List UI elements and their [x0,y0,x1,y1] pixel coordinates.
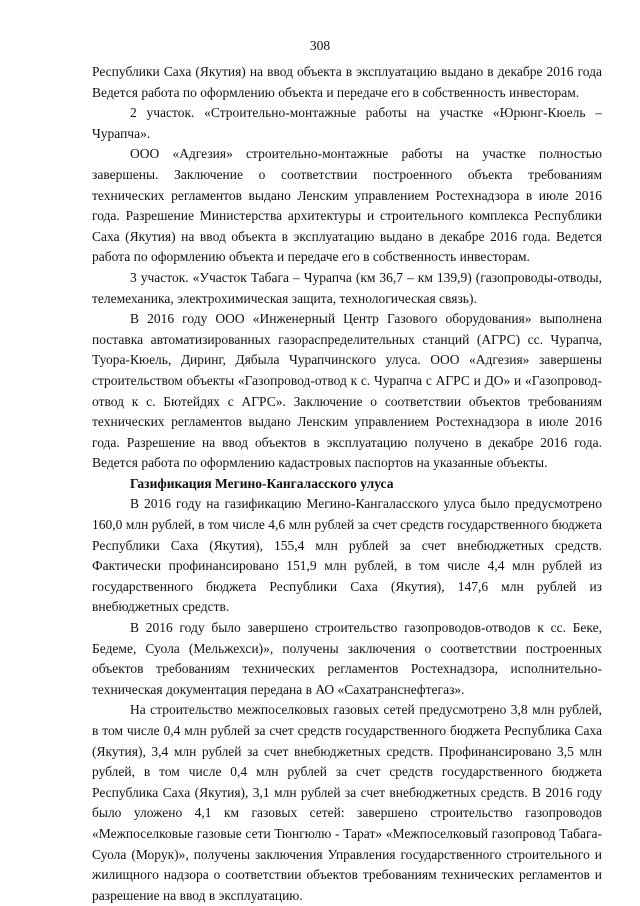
paragraph-funding-2016: В 2016 году на газификацию Мегино-Кангаласского улуса было предусмотрено 160,0 млн рублей, в том числе 4,6 млн рублей за счет средств государственного бюджета Республики Саха (Якутия), 155,4 млн рублей за счет внебюджетных средств. Фактически профинансировано 151,9 млн рублей, в том числе 4,4 млн рублей из государственного бюджета Республики Саха (Якутия), 147,6 млн рублей из внебюджетных средств. [92,496,602,615]
paragraph-gas-branches-completed: В 2016 году было завершено строительство газопроводов-отводов к сс. Беке, Бедеме, Суола (Мельжехси)», получены заключения о соответствии построенных объектов требованиям технических регламентов Ростехнадзора, исполнительно-техническая документация передана в АО «Сахатранснефтегаз». [92,620,602,697]
paragraph-agrs-delivery: В 2016 году ООО «Инженерный Центр Газового оборудования» выполнена поставка автоматизированных газораспределительных станций (АГРС) сс. Чурапча, Туора-Кюель, Диринг, Дябыла Чурапчинского улуса. ООО «Адгезия» завершены строительством объекты «Газопровод-отвод к с. Чурапча с АГРС и ДО» и «Газопровод-отвод к с. Бютейдях с АГРС». Заключение о соответствии объектов требованиям технических регламентов выдано Ленским управлением Ростехнадзора в июле 2016 года. Разрешение на ввод объектов в эксплуатацию получено в декабре 2016 года. Ведется работа по оформлению кадастровых паспортов на указанные объекты. [92,311,602,471]
paragraph-section-3: 3 участок. «Участок Табага – Чурапча (км 36,7 – км 139,9) (газопроводы-отводы, телемеханика, электрохимическая защита, технологическая связь). [92,269,602,306]
page-number: 308 [309,38,331,53]
paragraph-section-2: 2 участок. «Строительно-монтажные работы на участке «Юрюнг-Кюель – Чурапча». [92,105,602,141]
paragraph-adgeziya-works: ООО «Адгезия» строительно-монтажные работы на участке полностью завершены. Заключение о соответствии построенного объекта требованиям технических регламентов выдано Ленским управлением Ростехнадзора в июле 2016 года. Разрешение Министерства архитектуры и строительного комплекса Республики Саха (Якутия) на ввод объекта в эксплуатацию выдано в декабре 2016 года. Ведется работа по оформлению объекта и передаче его в собственность инвесторам. [92,146,602,265]
section-heading-megino-kangalassky: Газификация Мегино-Кангаласского улуса [130,475,394,491]
paragraph-intersettlement-networks: На строительство межпоселковых газовых сетей предусмотрено 3,8 млн рублей, в том числе 0,4 млн рублей за счет средств государственного бюджета Республика Саха (Якутия), 3,4 млн рублей за счет внебюджетных средств. Профинансировано 3,5 млн рублей, в том числе 0,4 млн рублей за счет средств государственного бюджета Республика Саха (Якутия), 3,1 млн рублей за счет внебюджетных средств. В 2016 году было уложено 4,1 км газовых сетей: завершено строительство газопроводов «Межпоселковые газовые сети Тюнгюлю - Тарат» «Межпоселковый газопровод Табага-Суола (Морук)», получены заключения Управления государственного строительного и жилищного надзора о соответствии объектов требованиям технических регламентов и разрешение на ввод в эксплуатацию. [92,702,602,903]
document-body [92,62,602,906]
paragraph-continuation: Республики Саха (Якутия) на ввод объекта в эксплуатацию выдано в декабре 2016 года Ведется работа по оформлению объекта и передаче его в собственность инвесторам. [92,64,602,100]
